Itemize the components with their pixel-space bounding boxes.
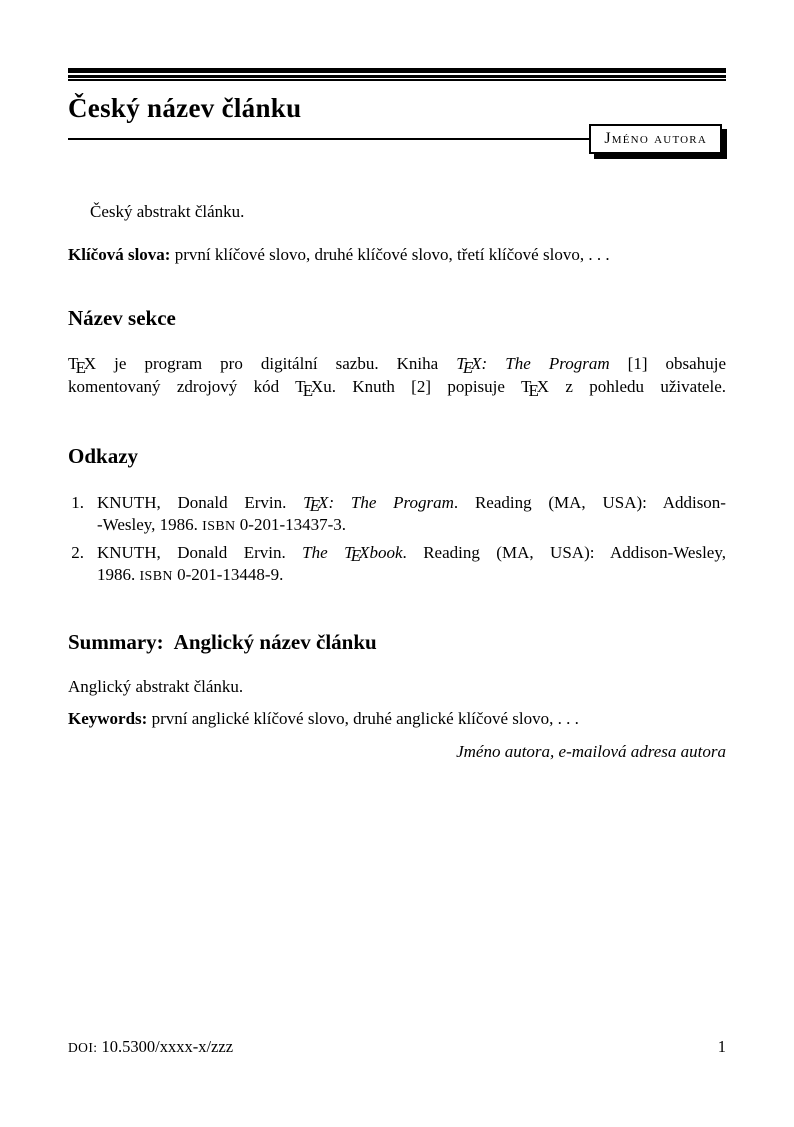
tex-logo: TEX xyxy=(68,354,97,378)
reference-text xyxy=(97,492,726,538)
tex-logo: TEX xyxy=(456,354,482,378)
keywords-czech xyxy=(68,243,726,266)
abstract-czech: Český abstrakt článku. xyxy=(90,202,245,222)
tex-logo: TEX xyxy=(295,377,324,401)
text-line: 1986. ISBN 0-201-13448-9. xyxy=(97,564,284,584)
section-heading: Název sekce xyxy=(68,306,176,331)
doi-label: DOI: xyxy=(68,1040,98,1055)
title-rule xyxy=(68,138,589,140)
reference-item xyxy=(68,542,726,588)
text-line: KNUTH, Donald Ervin. The TEXbook. Reading (MA, USA): Addison-Wesley, xyxy=(97,542,727,566)
author-signature: Jméno autora, e-mailová adresa autora xyxy=(456,741,726,761)
keywords-czech-text: první klíčové slovo, druhé klíčové slovo, třetí klíčové slovo, . . . xyxy=(174,245,610,265)
page-footer xyxy=(68,1037,726,1057)
reference-number: 1. xyxy=(71,492,84,512)
abstract-english: Anglický abstrakt článku. xyxy=(68,676,244,696)
tex-logo: TEX xyxy=(344,542,370,566)
text-line: komentovaný zdrojový kód TEXu. Knuth [2] popisuje TEX z pohledu uživatele. xyxy=(68,377,726,401)
reference-text xyxy=(97,542,726,588)
reference-item xyxy=(68,492,726,538)
rule-thick xyxy=(68,68,726,73)
header-triple-rule xyxy=(68,0,726,81)
article-page xyxy=(68,0,726,1127)
doi xyxy=(68,1037,233,1057)
summary-heading-text: Anglický název článku xyxy=(173,629,377,654)
keywords-english-label: Keywords: xyxy=(68,708,148,728)
doi-value: 10.5300/xxxx-x/zzz xyxy=(101,1037,234,1056)
text-line: TEX je program pro digitální sazbu. Kniha TEX: The Program [1] obsahuje xyxy=(68,354,726,378)
page-number: 1 xyxy=(717,1037,726,1056)
section-paragraph xyxy=(68,352,726,401)
rule-thin xyxy=(68,79,726,81)
references-heading: Odkazy xyxy=(68,444,139,469)
author-box xyxy=(589,124,722,154)
tex-logo: TEX xyxy=(303,492,329,516)
keywords-english-text: první anglické klíčové slovo, druhé anglické klíčové slovo, . . . xyxy=(151,708,579,728)
tex-logo: TEX xyxy=(520,377,550,401)
keywords-czech-label: Klíčová slova: xyxy=(68,245,171,265)
title-rule-row xyxy=(68,124,726,154)
summary-heading xyxy=(68,630,726,655)
references-list xyxy=(68,492,726,588)
author-name: Jméno autora xyxy=(604,130,707,148)
text-line: KNUTH, Donald Ervin. TEX: The Program. Reading (MA, USA): Addison- xyxy=(97,492,726,516)
summary-heading-label: Summary: xyxy=(68,629,164,654)
text-line: -Wesley, 1986. ISBN 0-201-13437-3. xyxy=(97,514,347,534)
keywords-english xyxy=(68,707,726,730)
reference-number: 2. xyxy=(71,542,84,562)
page-title: Český název článku xyxy=(68,93,302,123)
rule-medium xyxy=(68,75,726,78)
